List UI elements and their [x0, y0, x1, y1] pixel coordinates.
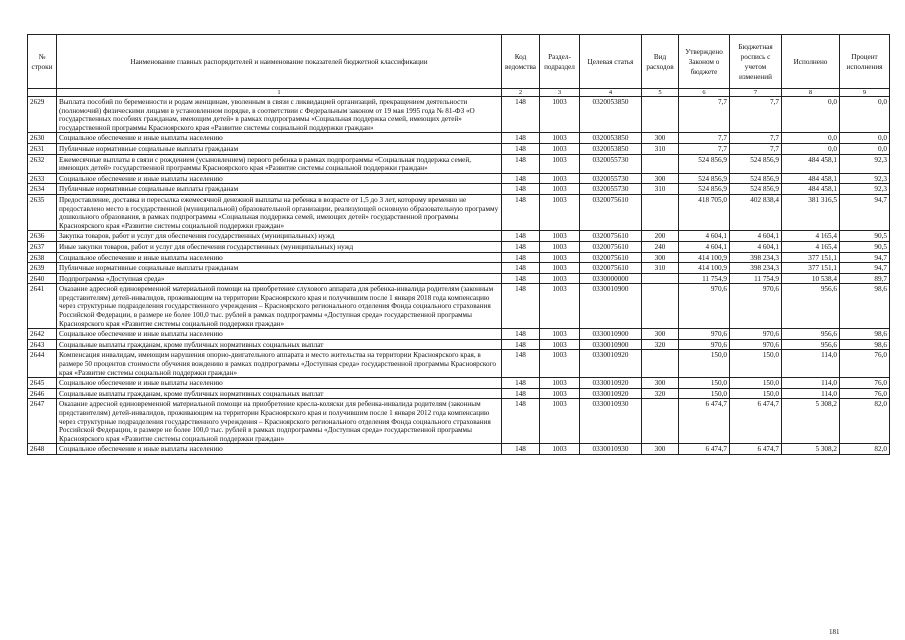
table-row: [28, 97, 890, 133]
table-row: [28, 399, 890, 444]
row-number: 2641: [28, 284, 57, 329]
row-approved: 6 474,7: [679, 444, 730, 455]
row-percent: 82,0: [840, 444, 890, 455]
row-section-code: 1003: [540, 194, 580, 230]
row-schedule: 150,0: [730, 388, 782, 399]
header-target: Целевая статья: [580, 35, 642, 89]
row-executed: 377 151,1: [782, 252, 840, 263]
table-row: [28, 284, 890, 329]
row-percent: 90,5: [840, 231, 890, 242]
row-expense-type: [642, 97, 679, 133]
row-target-code: 0330010920: [580, 378, 642, 389]
row-schedule: 970,6: [730, 339, 782, 350]
row-approved: 524 856,9: [679, 154, 730, 173]
row-expense-type: 300: [642, 444, 679, 455]
row-dept-code: 148: [502, 378, 540, 389]
row-target-code: 0330010900: [580, 284, 642, 329]
row-target-code: 0320055730: [580, 173, 642, 184]
row-schedule: 524 856,9: [730, 154, 782, 173]
row-executed: 484 458,1: [782, 154, 840, 173]
header-approved: Утверждено Законом о бюджете: [679, 35, 730, 89]
row-dept-code: 148: [502, 284, 540, 329]
row-dept-code: 148: [502, 133, 540, 144]
table-row: [28, 184, 890, 195]
row-section-code: 1003: [540, 231, 580, 242]
row-target-code: 0320053850: [580, 97, 642, 133]
column-number: 8: [782, 89, 840, 97]
row-name: Социальное обеспечение и иные выплаты населению: [57, 252, 502, 263]
row-schedule: 7,7: [730, 133, 782, 144]
row-section-code: 1003: [540, 388, 580, 399]
row-percent: 98,6: [840, 339, 890, 350]
row-section-code: 1003: [540, 329, 580, 340]
row-number: 2629: [28, 97, 57, 133]
header-schedule: Бюджетная роспись с учетом изменений: [730, 35, 782, 89]
row-schedule: 398 234,3: [730, 252, 782, 263]
table-row: [28, 231, 890, 242]
page-number: 181: [829, 628, 840, 636]
row-name: Социальные выплаты гражданам, кроме публичных нормативных социальных выплат: [57, 339, 502, 350]
row-section-code: 1003: [540, 284, 580, 329]
row-dept-code: 148: [502, 263, 540, 274]
row-schedule: 7,7: [730, 143, 782, 154]
row-approved: 150,0: [679, 378, 730, 389]
row-target-code: 0330010930: [580, 444, 642, 455]
row-name: Предоставление, доставка и пересылка ежемесячной денежной выплаты на ребенка в возрасте от 1,5 до 3 лет, которому временно не предоставлено место в государственной (муниципальной) образовательной организации, реализующей основную образовательную программу дошкольного образования, в рамках подпрограммы «Социальная поддержка семей, имеющих детей» государственной программы Красноярского края «Развитие системы социальной поддержки граждан»: [57, 194, 502, 230]
column-number: 5: [642, 89, 679, 97]
row-approved: 7,7: [679, 143, 730, 154]
row-schedule: 11 754,9: [730, 273, 782, 284]
row-dept-code: 148: [502, 388, 540, 399]
row-section-code: 1003: [540, 133, 580, 144]
row-approved: 4 604,1: [679, 231, 730, 242]
row-dept-code: 148: [502, 444, 540, 455]
row-expense-type: [642, 194, 679, 230]
budget-table: [27, 34, 890, 455]
row-executed: 484 458,1: [782, 184, 840, 195]
row-expense-type: [642, 284, 679, 329]
row-section-code: 1003: [540, 184, 580, 195]
row-approved: 150,0: [679, 388, 730, 399]
row-target-code: 0320075610: [580, 231, 642, 242]
row-approved: 150,0: [679, 350, 730, 378]
budget-report-sheet: [27, 34, 889, 455]
row-name: Выплата пособий по беременности и родам женщинам, уволенным в связи с ликвидацией организаций, прекращением деятельности (полномочий) физическими лицами в установленном порядке, в соответствии с Федеральным законом от 19 мая 1995 года № 81-ФЗ «О государственных пособиях гражданам, имеющим детей» в рамках подпрограммы «Социальная поддержка семей, имеющих детей» государственной программы Красноярского края «Развитие системы социальной поддержки граждан»: [57, 97, 502, 133]
row-dept-code: 148: [502, 350, 540, 378]
row-executed: 0,0: [782, 143, 840, 154]
row-name: Ежемесячные выплаты в связи с рождением (усыновлением) первого ребенка в рамках подпрограммы «Социальная поддержка семей, имеющих детей» государственной программы Красноярского края «Развитие системы социальной поддержки граждан»: [57, 154, 502, 173]
row-dept-code: 148: [502, 273, 540, 284]
row-percent: 92,3: [840, 184, 890, 195]
row-approved: 7,7: [679, 97, 730, 133]
row-percent: 94,7: [840, 194, 890, 230]
row-executed: 381 316,5: [782, 194, 840, 230]
row-expense-type: 320: [642, 388, 679, 399]
row-approved: 414 100,9: [679, 263, 730, 274]
row-dept-code: 148: [502, 97, 540, 133]
row-dept-code: 148: [502, 143, 540, 154]
table-row: [28, 154, 890, 173]
row-name: Социальное обеспечение и иные выплаты населению: [57, 173, 502, 184]
row-percent: 82,0: [840, 399, 890, 444]
header-section: Раздел-подраздел: [540, 35, 580, 89]
row-section-code: 1003: [540, 378, 580, 389]
row-name: Иные закупки товаров, работ и услуг для обеспечения государственных (муниципальных) нужд: [57, 241, 502, 252]
row-number: 2643: [28, 339, 57, 350]
row-name: Оказание адресной единовременной материальной помощи на приобретение слухового аппарата для ребенка-инвалида родителям (законным представителям) детей-инвалидов, проживающим на территории Красноярского края и получившим после 1 января 2018 года компенсацию через структурные подразделения государственного учреждения – Красноярского регионального отделения Фонда социального страхования Российской Федерации, в размере не более 100,0 тыс. рублей в рамках подпрограммы «Доступная среда» государственной программы Красноярского края «Развитие системы социальной поддержки граждан»: [57, 284, 502, 329]
row-number: 2642: [28, 329, 57, 340]
row-schedule: 524 856,9: [730, 184, 782, 195]
row-target-code: 0320075610: [580, 263, 642, 274]
row-dept-code: 148: [502, 241, 540, 252]
row-schedule: 402 838,4: [730, 194, 782, 230]
table-row: [28, 388, 890, 399]
row-expense-type: 300: [642, 173, 679, 184]
row-section-code: 1003: [540, 339, 580, 350]
row-approved: 970,6: [679, 339, 730, 350]
row-expense-type: [642, 273, 679, 284]
row-approved: 418 705,0: [679, 194, 730, 230]
row-section-code: 1003: [540, 154, 580, 173]
row-target-code: 0320075610: [580, 194, 642, 230]
row-number: 2634: [28, 184, 57, 195]
column-number: 3: [540, 89, 580, 97]
row-approved: 4 604,1: [679, 241, 730, 252]
row-number: 2635: [28, 194, 57, 230]
row-target-code: 0330000000: [580, 273, 642, 284]
row-percent: 76,0: [840, 350, 890, 378]
row-name: Социальное обеспечение и иные выплаты населению: [57, 444, 502, 455]
row-schedule: 7,7: [730, 97, 782, 133]
row-dept-code: 148: [502, 231, 540, 242]
row-number: 2645: [28, 378, 57, 389]
row-section-code: 1003: [540, 241, 580, 252]
row-approved: 6 474,7: [679, 399, 730, 444]
table-row: [28, 263, 890, 274]
row-name: Социальные выплаты гражданам, кроме публичных нормативных социальных выплат: [57, 388, 502, 399]
row-executed: 484 458,1: [782, 173, 840, 184]
row-section-code: 1003: [540, 444, 580, 455]
table-row: [28, 173, 890, 184]
column-number: 7: [730, 89, 782, 97]
row-name: Социальное обеспечение и иные выплаты населению: [57, 133, 502, 144]
row-target-code: 0330010900: [580, 329, 642, 340]
row-dept-code: 148: [502, 184, 540, 195]
row-expense-type: 310: [642, 184, 679, 195]
row-name: Публичные нормативные социальные выплаты гражданам: [57, 263, 502, 274]
row-expense-type: 300: [642, 133, 679, 144]
row-executed: 114,0: [782, 378, 840, 389]
row-percent: 98,6: [840, 329, 890, 340]
row-name: Публичные нормативные социальные выплаты гражданам: [57, 184, 502, 195]
row-executed: 4 165,4: [782, 231, 840, 242]
row-executed: 114,0: [782, 350, 840, 378]
row-executed: 5 308,2: [782, 444, 840, 455]
row-executed: 4 165,4: [782, 241, 840, 252]
row-number: 2633: [28, 173, 57, 184]
row-executed: 0,0: [782, 133, 840, 144]
row-section-code: 1003: [540, 97, 580, 133]
row-number: 2640: [28, 273, 57, 284]
header-name: Наименование главных распорядителей и наименование показателей бюджетной классификации: [57, 35, 502, 89]
table-row: [28, 143, 890, 154]
row-percent: 76,0: [840, 378, 890, 389]
row-percent: 92,3: [840, 154, 890, 173]
column-number: 4: [580, 89, 642, 97]
table-header-row: [28, 35, 890, 89]
table-row: [28, 329, 890, 340]
row-expense-type: 300: [642, 378, 679, 389]
column-number-row: [28, 89, 890, 97]
row-approved: 11 754,9: [679, 273, 730, 284]
column-number: 9: [840, 89, 890, 97]
row-number: 2637: [28, 241, 57, 252]
row-executed: 956,6: [782, 329, 840, 340]
row-expense-type: 300: [642, 329, 679, 340]
row-expense-type: 200: [642, 231, 679, 242]
row-name: Социальное обеспечение и иные выплаты населению: [57, 329, 502, 340]
row-percent: 94,7: [840, 252, 890, 263]
column-number: 2: [502, 89, 540, 97]
row-section-code: 1003: [540, 273, 580, 284]
row-schedule: 4 604,1: [730, 241, 782, 252]
row-approved: 970,6: [679, 284, 730, 329]
table-row: [28, 339, 890, 350]
row-section-code: 1003: [540, 143, 580, 154]
row-number: 2648: [28, 444, 57, 455]
row-dept-code: 148: [502, 154, 540, 173]
row-executed: 114,0: [782, 388, 840, 399]
column-number: 1: [57, 89, 502, 97]
row-schedule: 6 474,7: [730, 444, 782, 455]
row-expense-type: 300: [642, 252, 679, 263]
row-percent: 0,0: [840, 133, 890, 144]
row-number: 2647: [28, 399, 57, 444]
row-expense-type: 310: [642, 263, 679, 274]
row-name: Социальное обеспечение и иные выплаты населению: [57, 378, 502, 389]
row-schedule: 150,0: [730, 350, 782, 378]
header-row-no: № строки: [28, 35, 57, 89]
row-schedule: 6 474,7: [730, 399, 782, 444]
row-number: 2632: [28, 154, 57, 173]
row-executed: 5 308,2: [782, 399, 840, 444]
row-approved: 524 856,9: [679, 184, 730, 195]
table-row: [28, 350, 890, 378]
row-approved: 970,6: [679, 329, 730, 340]
row-target-code: 0320075610: [580, 241, 642, 252]
row-schedule: 970,6: [730, 284, 782, 329]
row-schedule: 150,0: [730, 378, 782, 389]
row-number: 2639: [28, 263, 57, 274]
row-expense-type: 310: [642, 143, 679, 154]
header-executed: Исполнено: [782, 35, 840, 89]
row-target-code: 0320055730: [580, 154, 642, 173]
row-target-code: 0320053850: [580, 143, 642, 154]
row-executed: 956,6: [782, 339, 840, 350]
row-schedule: 970,6: [730, 329, 782, 340]
row-section-code: 1003: [540, 173, 580, 184]
column-number: [28, 89, 57, 97]
row-dept-code: 148: [502, 252, 540, 263]
row-dept-code: 148: [502, 329, 540, 340]
row-number: 2630: [28, 133, 57, 144]
row-section-code: 1003: [540, 263, 580, 274]
row-percent: 0,0: [840, 143, 890, 154]
row-number: 2638: [28, 252, 57, 263]
row-target-code: 0330010930: [580, 399, 642, 444]
row-schedule: 398 234,3: [730, 263, 782, 274]
table-body: [28, 97, 890, 455]
row-approved: 524 856,9: [679, 173, 730, 184]
row-name: Закупка товаров, работ и услуг для обеспечения государственных (муниципальных) нужд: [57, 231, 502, 242]
row-expense-type: [642, 350, 679, 378]
column-number: 6: [679, 89, 730, 97]
header-percent: Процент исполнения: [840, 35, 890, 89]
row-dept-code: 148: [502, 173, 540, 184]
row-number: 2646: [28, 388, 57, 399]
header-expense-type: Вид расходов: [642, 35, 679, 89]
row-executed: 10 538,4: [782, 273, 840, 284]
row-expense-type: 240: [642, 241, 679, 252]
row-target-code: 0330010920: [580, 388, 642, 399]
row-section-code: 1003: [540, 252, 580, 263]
row-target-code: 0320055730: [580, 184, 642, 195]
row-name: Подпрограмма «Доступная среда»: [57, 273, 502, 284]
table-row: [28, 241, 890, 252]
row-approved: 7,7: [679, 133, 730, 144]
row-executed: 377 151,1: [782, 263, 840, 274]
row-percent: 76,0: [840, 388, 890, 399]
row-name: Оказание адресной единовременной материальной помощи на приобретение кресла-коляски для ребенка-инвалида родителям (законным представителям) детей-инвалидов, проживающим на территории Красноярского края и получившим после 1 января 2012 года компенсацию через структурные подразделения государственного учреждения – Красноярского регионального отделения Фонда социального страхования Российской Федерации, в размере не более 100,0 тыс. рублей в рамках подпрограммы «Доступная среда» государственной программы Красноярского края «Развитие системы социальной поддержки граждан»: [57, 399, 502, 444]
row-target-code: 0330010920: [580, 350, 642, 378]
row-approved: 414 100,9: [679, 252, 730, 263]
row-target-code: 0320075610: [580, 252, 642, 263]
table-row: [28, 133, 890, 144]
row-percent: 89,7: [840, 273, 890, 284]
row-dept-code: 148: [502, 399, 540, 444]
row-dept-code: 148: [502, 194, 540, 230]
row-percent: 92,3: [840, 173, 890, 184]
table-row: [28, 378, 890, 389]
row-executed: 0,0: [782, 97, 840, 133]
table-row: [28, 273, 890, 284]
row-number: 2636: [28, 231, 57, 242]
row-percent: 98,6: [840, 284, 890, 329]
header-dept: Код ведомства: [502, 35, 540, 89]
row-section-code: 1003: [540, 399, 580, 444]
row-schedule: 524 856,9: [730, 173, 782, 184]
row-expense-type: 320: [642, 339, 679, 350]
row-number: 2644: [28, 350, 57, 378]
row-name: Компенсация инвалидам, имеющим нарушения опорно-двигательного аппарата и место жительства на территории Красноярского края, в размере 50 процентов стоимости обучения вождению в рамках подпрограммы «Доступная среда» государственной программы Красноярского края «Развитие системы социальной поддержки граждан»: [57, 350, 502, 378]
row-dept-code: 148: [502, 339, 540, 350]
table-row: [28, 444, 890, 455]
row-expense-type: [642, 399, 679, 444]
row-number: 2631: [28, 143, 57, 154]
row-executed: 956,6: [782, 284, 840, 329]
row-percent: 90,5: [840, 241, 890, 252]
table-row: [28, 194, 890, 230]
row-target-code: 0330010900: [580, 339, 642, 350]
row-expense-type: [642, 154, 679, 173]
row-schedule: 4 604,1: [730, 231, 782, 242]
row-target-code: 0320053850: [580, 133, 642, 144]
row-name: Публичные нормативные социальные выплаты гражданам: [57, 143, 502, 154]
row-percent: 94,7: [840, 263, 890, 274]
row-percent: 0,0: [840, 97, 890, 133]
table-row: [28, 252, 890, 263]
row-section-code: 1003: [540, 350, 580, 378]
